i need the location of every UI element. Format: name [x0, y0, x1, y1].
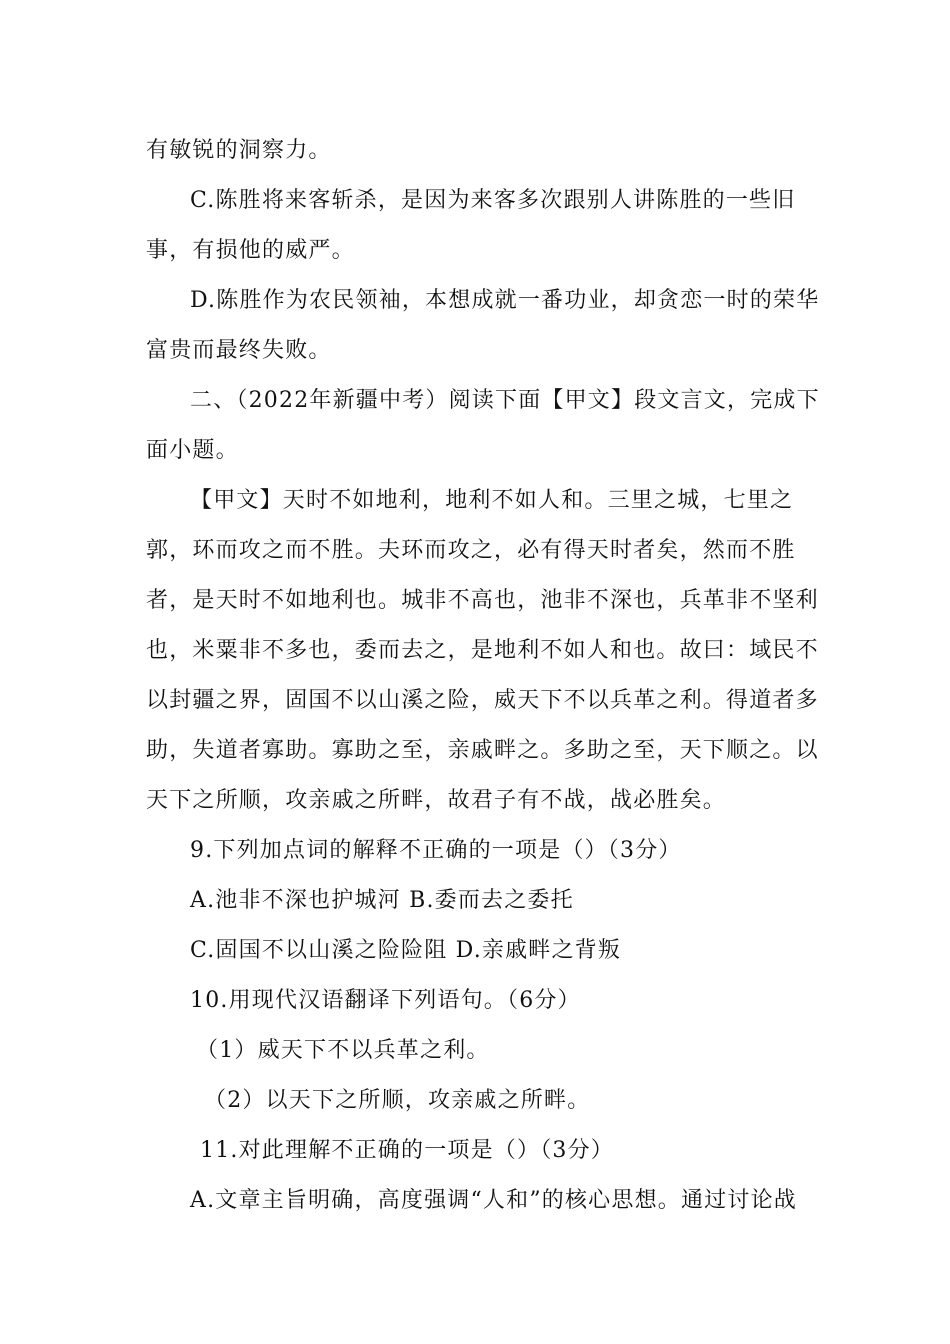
passage-line-1: 【甲文】天时不如地利，地利不如人和。三里之城，七里之 — [190, 488, 794, 513]
question-11-option-a: A.文章主旨明确，高度强调“人和”的核心思想。通过讨论战 — [190, 1188, 797, 1213]
option-c-line-2: 事，有损他的威严。 — [146, 238, 355, 263]
question-10: 10.用现代汉语翻译下列语句。（6分） — [190, 988, 581, 1013]
section-two-heading-line-1: 二、（2022年新疆中考）阅读下面【甲文】段文言文，完成下 — [190, 388, 820, 413]
passage-line-6: 助，失道者寡助。寡助之至，亲戚畔之。多助之至，天下顺之。以 — [146, 738, 819, 763]
option-d-line-2: 富贵而最终失败。 — [146, 338, 332, 363]
question-10-item-1: （1）威天下不以兵革之利。 — [196, 1038, 490, 1063]
question-11: 11.对此理解不正确的一项是（）（3分） — [200, 1138, 614, 1163]
text-line-1: 有敏锐的洞察力。 — [146, 138, 332, 163]
option-d-line-1: D.陈胜作为农民领袖，本想成就一番功业，却贪恋一时的荣华 — [190, 288, 820, 313]
question-9-options-ab: A.池非不深也护城河 B.委而去之委托 — [190, 888, 574, 913]
passage-line-7: 天下之所顺，攻亲戚之所畔，故君子有不战，战必胜矣。 — [146, 788, 727, 813]
question-9: 9.下列加点词的解释不正确的一项是（）（3分） — [190, 838, 682, 863]
passage-line-2: 郭，环而攻之而不胜。夫环而攻之，必有得天时者矣，然而不胜 — [146, 538, 796, 563]
section-two-heading-line-2: 面小题。 — [146, 438, 239, 463]
passage-line-4: 也，米粟非不多也，委而去之，是地利不如人和也。故曰：域民不 — [146, 638, 819, 663]
passage-line-5: 以封疆之界，固国不以山溪之险，威天下不以兵革之利。得道者多 — [146, 688, 819, 713]
option-c-line-1: C.陈胜将来客斩杀，是因为来客多次跟别人讲陈胜的一些旧 — [190, 188, 796, 213]
passage-line-3: 者，是天时不如地利也。城非不高也，池非不深也，兵革非不坚利 — [146, 588, 819, 613]
question-9-options-cd: C.固国不以山溪之险险阻 D.亲戚畔之背叛 — [190, 938, 622, 963]
question-10-item-2: （2）以天下之所顺，攻亲戚之所畔。 — [204, 1088, 591, 1113]
